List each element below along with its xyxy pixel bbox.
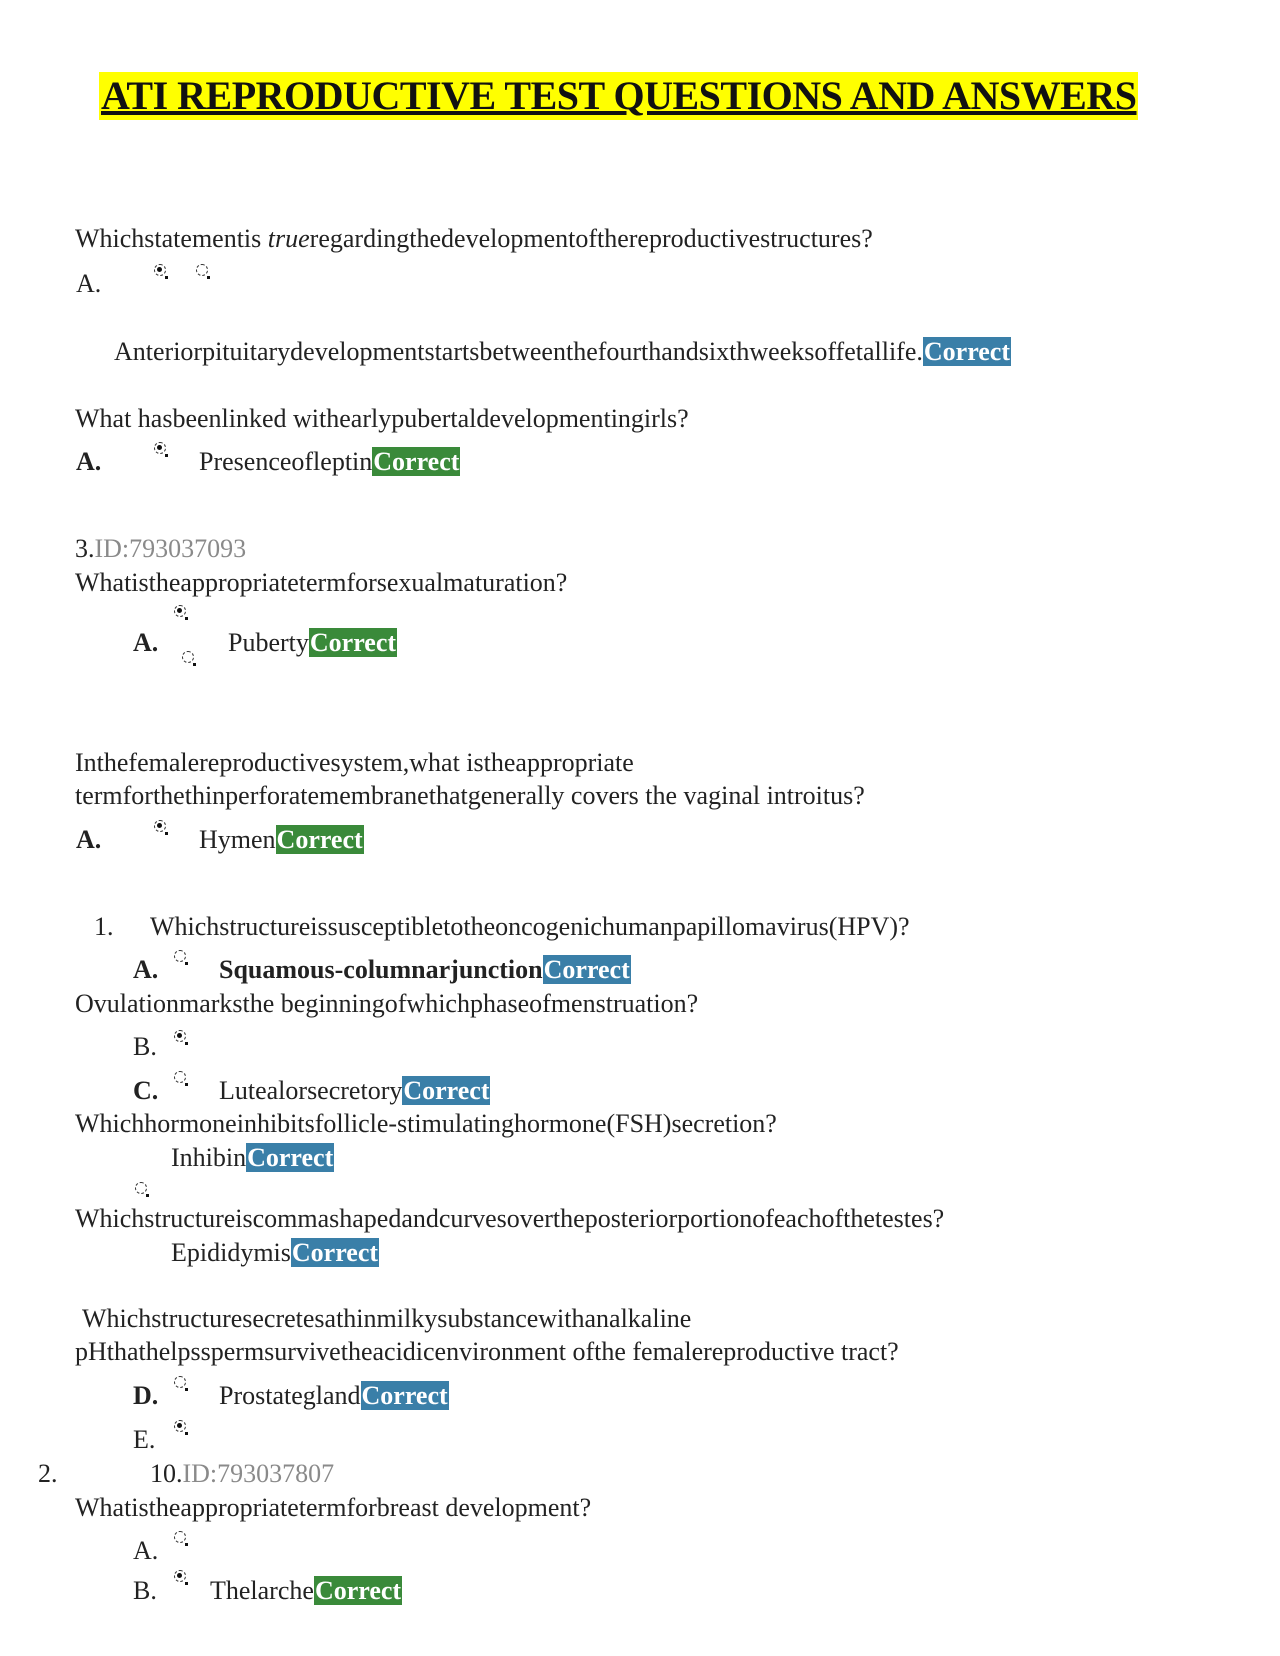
radio-icon[interactable]	[182, 651, 194, 663]
question-10-option-label-b: B.	[133, 1576, 157, 1605]
question-10-option-label-a: A.	[133, 1536, 159, 1565]
question-8-answer: EpididymisCorrect	[171, 1238, 379, 1267]
question-4-option-label: A.	[76, 825, 102, 854]
question-3-option-label: A.	[133, 628, 159, 657]
radio-icon[interactable]	[174, 950, 186, 962]
question-2-option-label: A.	[76, 447, 102, 476]
question-6-option-label-b: B.	[133, 1032, 157, 1061]
question-3-id: 3.ID:793037093	[75, 534, 247, 563]
correct-badge: Correct	[923, 337, 1010, 366]
correct-badge: Correct	[543, 955, 630, 984]
question-7-text: Whichhormoneinhibitsfollicle-stimulatinghormone(FSH)secretion?	[75, 1109, 777, 1138]
correct-badge: Correct	[314, 1576, 402, 1605]
list-number-2: 2.	[38, 1459, 58, 1488]
document-title: ATI REPRODUCTIVE TEST QUESTIONS AND ANSWERS	[101, 73, 1137, 118]
question-4-answer: HymenCorrect	[199, 825, 363, 854]
question-3-answer: PubertyCorrect	[228, 628, 397, 657]
radio-icon[interactable]	[174, 1071, 186, 1083]
question-6-answer: LutealorsecretoryCorrect	[219, 1076, 490, 1105]
question-5-option-label: A.	[133, 955, 159, 984]
radio-selected-icon[interactable]	[154, 442, 166, 454]
correct-badge: Correct	[291, 1238, 379, 1267]
question-1-option-label: A.	[76, 269, 102, 298]
radio-icon[interactable]	[174, 1531, 186, 1543]
question-6-text: Ovulationmarksthe beginningofwhichphaseofmenstruation?	[75, 989, 699, 1018]
question-9-option-label-e: E.	[133, 1425, 156, 1454]
question-4-text-line2: termforthethinperforatemembranethatgenerally covers the vaginal introitus?	[75, 781, 865, 810]
correct-badge: Correct	[309, 628, 397, 657]
question-2-answer: PresenceofleptinCorrect	[199, 447, 460, 476]
question-6-option-label-c: C.	[133, 1076, 159, 1105]
question-9-text-line2: pHthathelpsspermsurvivetheacidicenvironment ofthe femalereproductive tract?	[75, 1337, 899, 1366]
radio-selected-icon[interactable]	[174, 605, 186, 617]
question-10-answer: ThelarcheCorrect	[210, 1576, 402, 1605]
question-10-id: 10.ID:793037807	[150, 1459, 335, 1488]
radio-selected-icon[interactable]	[154, 264, 166, 276]
question-9-answer: ProstateglandCorrect	[219, 1381, 448, 1410]
correct-badge: Correct	[403, 1076, 490, 1105]
radio-selected-icon[interactable]	[154, 820, 166, 832]
question-3-text: Whatistheappropriatetermforsexualmaturation?	[75, 568, 568, 597]
question-10-text: Whatistheappropriatetermforbreast development?	[75, 1493, 592, 1522]
radio-icon[interactable]	[135, 1182, 147, 1194]
radio-icon[interactable]	[196, 264, 208, 276]
correct-badge: Correct	[247, 1143, 334, 1172]
list-number-1: 1.	[94, 912, 114, 941]
radio-selected-icon[interactable]	[174, 1420, 186, 1432]
question-5-answer: Squamous-columnarjunctionCorrect	[219, 955, 630, 984]
radio-selected-icon[interactable]	[174, 1570, 186, 1582]
radio-icon[interactable]	[174, 1376, 186, 1388]
question-8-text: Whichstructureiscommashapedandcurvesovertheposteriorportionofeachofthetestes?	[75, 1204, 945, 1233]
correct-badge: Correct	[276, 825, 363, 854]
question-5-text: Whichstructureissusceptibletotheoncogenichumanpapillomavirus(HPV)?	[150, 912, 910, 941]
correct-badge: Correct	[361, 1381, 448, 1410]
question-9-text-line1: Whichstructuresecretesathinmilkysubstancewithanalkaline	[82, 1304, 692, 1333]
question-7-answer: InhibinCorrect	[171, 1143, 334, 1172]
question-1-answer: Anteriorpituitarydevelopmentstartsbetweenthefourthandsixthweeksoffetallife.Correct	[114, 337, 1010, 366]
question-2-text: What hasbeenlinked withearlypubertaldevelopmentingirls?	[75, 404, 689, 433]
question-4-text-line1: Inthefemalereproductivesystem,what istheappropriate	[75, 748, 634, 777]
radio-selected-icon[interactable]	[174, 1030, 186, 1042]
question-9-option-label-d: D.	[133, 1381, 159, 1410]
correct-badge: Correct	[373, 447, 460, 476]
question-1-text: Whichstatementis trueregardingthedevelopmentofthereproductivestructures?	[75, 224, 873, 253]
